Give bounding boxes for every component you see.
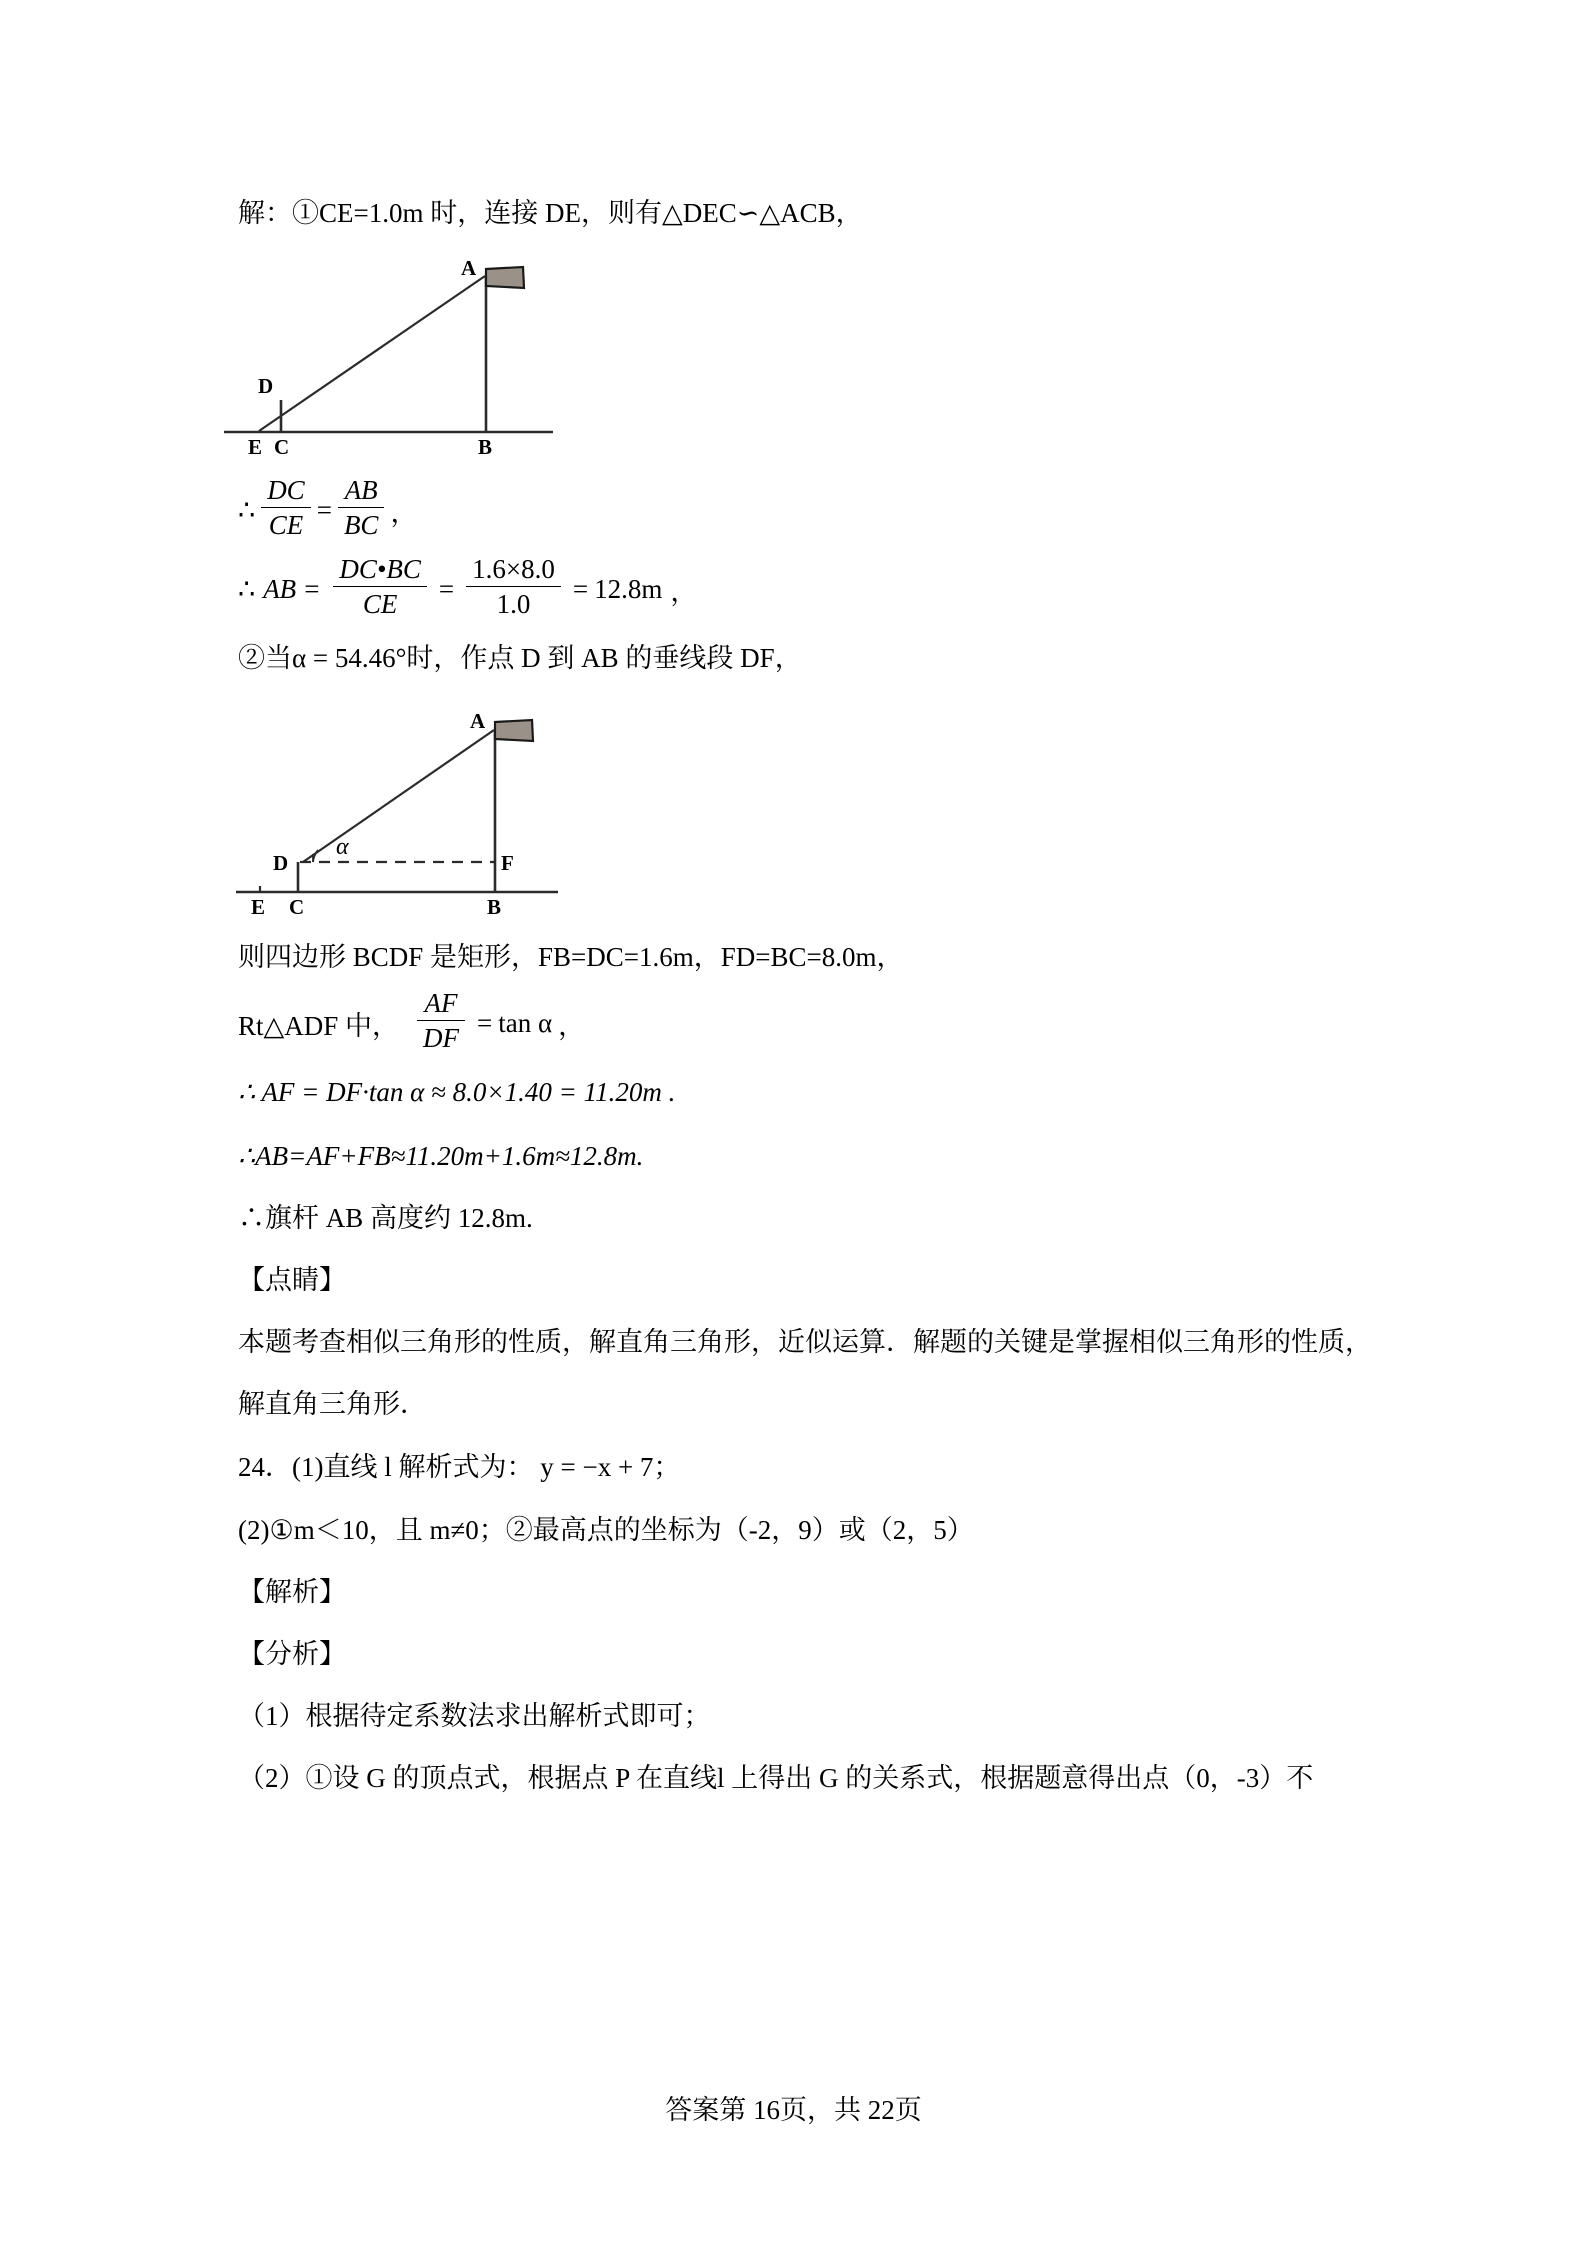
- fraction-denominator: CE: [268, 510, 304, 540]
- fraction-denominator: BC: [343, 510, 379, 540]
- label-D: D: [258, 374, 274, 398]
- equation-ratio-DC-CE: [238, 472, 1403, 548]
- fraction-numeric: [466, 554, 561, 620]
- label-E: E: [251, 895, 266, 919]
- figure2-svg: [218, 692, 648, 927]
- sight-line-DA: [303, 730, 494, 862]
- jiexi-heading-text: 【解析】: [238, 1577, 346, 1607]
- solution-intro-line: [238, 185, 1403, 241]
- case2-intro-line: [238, 628, 1403, 688]
- rectangle-statement-text: 则四边形 BCDF 是矩形，FB=DC=1.6m，FD=BC=8.0m，: [238, 942, 904, 972]
- therefore-symbol-1: ∴: [238, 494, 256, 525]
- fraction-denominator: 1.0: [496, 589, 531, 619]
- problem24-answer-part2: [238, 1499, 1403, 1561]
- result-AB: 12.8m: [594, 573, 663, 604]
- equals-sign-2c: =: [572, 573, 589, 604]
- fenxi-heading: [238, 1623, 1403, 1685]
- fraction-numerator: DC: [261, 475, 311, 508]
- figure1-svg: [208, 247, 608, 462]
- fraction-DCxBC-over-CE: [333, 554, 426, 620]
- equation-AF-text: ∴ AF = DF·tan α ≈ 8.0×1.40 = 11.20m .: [238, 1077, 676, 1107]
- page-footer: [0, 2088, 1587, 2127]
- term-AB: AB: [263, 573, 297, 604]
- equation-AB-sum-text: ∴AB=AF+FB≈11.20m+1.6m≈12.8m.: [238, 1141, 644, 1171]
- solution-intro-text: 解：①CE=1.0m 时，连接 DE，则有△DEC∽△ACB，: [238, 198, 863, 228]
- therefore-symbol-2: ∴: [238, 573, 256, 604]
- label-alpha: α: [336, 834, 349, 860]
- case2-text: ②当α = 54.46°时，作点 D 到 AB 的垂线段 DF，: [238, 643, 802, 673]
- comma-1: ，: [390, 497, 418, 528]
- label-F: F: [501, 851, 514, 875]
- sight-line-EA: [259, 276, 485, 431]
- tan-alpha-term: tan α: [498, 1007, 553, 1038]
- fraction-AF-over-DF: [417, 988, 465, 1054]
- conclusion-text: ∴旗杆 AB 高度约 12.8m.: [238, 1203, 533, 1233]
- equation-AB-value: [238, 550, 1403, 628]
- equation-tan-alpha: [238, 987, 1403, 1059]
- analysis-item-2: [238, 1747, 1403, 1809]
- problem24-answer-part1-text: 24．(1)直线 l 解析式为： y = −x + 7；: [238, 1452, 681, 1482]
- label-E: E: [248, 435, 263, 459]
- jiexi-heading: [238, 1561, 1403, 1623]
- fraction-numerator: AB: [338, 475, 385, 508]
- fraction-numerator: DC•BC: [333, 554, 426, 587]
- comma-2: ，: [670, 576, 698, 607]
- analysis-item-1: [238, 1685, 1403, 1747]
- equation-AB-sum: [238, 1125, 1403, 1187]
- rt-triangle-prefix: Rt△ADF 中，: [238, 1010, 400, 1041]
- comma-3: ，: [558, 1010, 586, 1041]
- label-D: D: [273, 851, 289, 875]
- label-B: B: [478, 435, 493, 459]
- analysis-item-1-text: （1）根据待定系数法求出解析式即可；: [238, 1701, 711, 1731]
- equals-sign-2a: =: [304, 573, 320, 604]
- fraction-numerator: 1.6×8.0: [466, 554, 561, 587]
- fraction-numerator: AF: [417, 988, 465, 1021]
- angle-arc-alpha: [313, 850, 318, 862]
- flag-shape: [495, 720, 533, 741]
- label-C: C: [289, 895, 305, 919]
- label-B: B: [487, 895, 502, 919]
- label-A: A: [470, 709, 486, 733]
- equals-sign-3: =: [477, 1007, 493, 1038]
- fraction-denominator: CE: [362, 589, 398, 619]
- analysis-item-2-text: （2）①设 G 的顶点式，根据点 P 在直线l 上得出 G 的关系式，根据题意得出点（0，-3）不: [238, 1763, 1314, 1793]
- label-A: A: [461, 256, 477, 280]
- equation-AF-result: [238, 1059, 1403, 1125]
- problem24-answer-part2-text: (2)①m＜10，且 m≠0；②最高点的坐标为（-2，9）或（2，5）: [238, 1515, 974, 1545]
- flag-shape: [486, 267, 524, 288]
- problem24-answer-part1: [238, 1435, 1403, 1499]
- dianjing-body: [238, 1311, 1398, 1435]
- fenxi-heading-text: 【分析】: [238, 1639, 346, 1669]
- fraction-AB-over-BC: [338, 475, 385, 541]
- page-footer-text: 答案第 16页，共 22页: [665, 2095, 922, 2125]
- fraction-denominator: DF: [423, 1023, 460, 1053]
- figure-flagpole-with-angle: [218, 692, 1403, 927]
- equals-sign-1: =: [316, 494, 332, 525]
- rectangle-statement-line: [238, 927, 1403, 987]
- equals-sign-2b: =: [438, 573, 455, 604]
- conclusion-flagpole-height: [238, 1187, 1403, 1249]
- fraction-DC-over-CE: [261, 475, 311, 541]
- label-C: C: [274, 435, 290, 459]
- figure-flagpole-similar-triangles: [208, 247, 1403, 462]
- dianjing-heading: [238, 1249, 1403, 1311]
- page-content: [238, 185, 1403, 1809]
- dianjing-body-text: 本题考查相似三角形的性质，解直角三角形，近似运算．解题的关键是掌握相似三角形的性质，解直角三角形．: [238, 1327, 1372, 1419]
- dianjing-heading-text: 【点睛】: [238, 1265, 346, 1295]
